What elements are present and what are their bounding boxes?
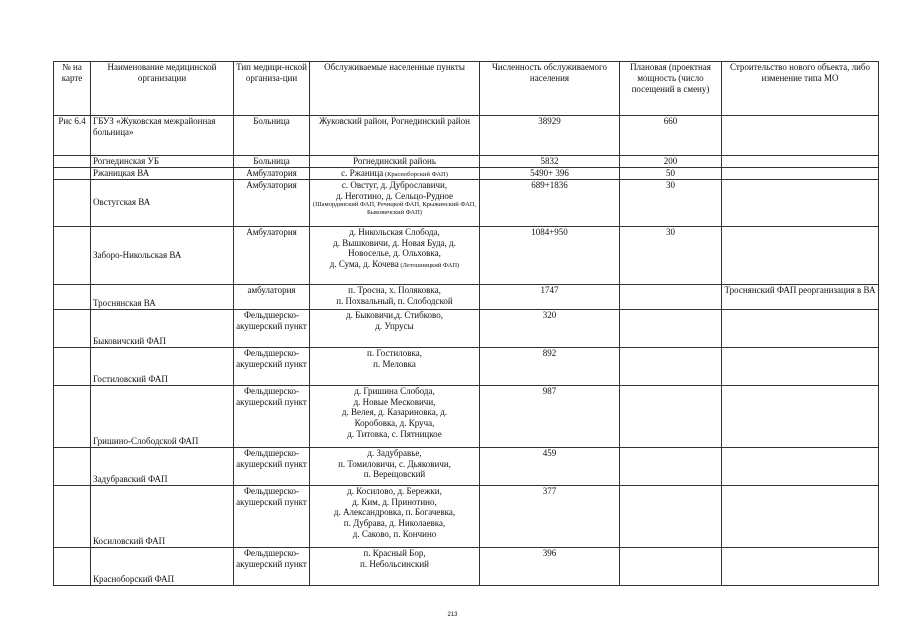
row-name: Ржаницкая ВА (91, 167, 234, 179)
row-num (54, 284, 91, 309)
row-type: Фельдшерско-акушерский пункт (234, 385, 310, 447)
row-change (722, 116, 879, 156)
place-line: д. Никольская Слобода, (349, 226, 440, 237)
table-row (54, 179, 879, 226)
row-capacity (620, 447, 722, 485)
row-population: 987 (480, 385, 620, 447)
row-type: амбулатория (234, 284, 310, 309)
row-num (54, 226, 91, 284)
header-capacity: Плановая (проектная мощность (число посещений в смену) (620, 62, 722, 116)
row-change (722, 167, 879, 179)
row-name: Овстугская ВА (91, 179, 234, 226)
place-line: п. Дубрава, д. Николаевка, (343, 518, 446, 529)
place-line: д. Упрусы (375, 320, 414, 331)
row-num (54, 447, 91, 485)
place-line: д. Косилово, д. Бережки, (347, 485, 442, 496)
place-line: д. Титовка, с. Пятницкое (347, 428, 442, 439)
row-places (310, 116, 480, 156)
row-num (54, 167, 91, 179)
row-change (722, 226, 879, 284)
row-type: Амбулатория (234, 179, 310, 226)
row-change (722, 547, 879, 585)
row-num (54, 485, 91, 547)
row-capacity: 50 (620, 167, 722, 179)
place-line: п. Небольсинский (360, 558, 429, 569)
row-change (722, 347, 879, 385)
place-line: д. Александровка, п. Богачевка, (333, 507, 456, 518)
row-capacity: 30 (620, 226, 722, 284)
row-places (310, 284, 480, 309)
place-line: п. Гостиловка, (367, 347, 422, 358)
table-row (54, 167, 879, 179)
header-name: Наименование медицинской организации (91, 62, 234, 116)
header-num: № на карте (54, 62, 91, 116)
row-population: 892 (480, 347, 620, 385)
row-capacity (620, 547, 722, 585)
row-capacity (620, 309, 722, 347)
row-name: ГБУЗ «Жуковская межрайонная больница» (91, 116, 234, 156)
table-row (54, 309, 879, 347)
place-line: д. Гришина Слобода, (354, 385, 435, 396)
place-line: д. Задубравье, (367, 447, 422, 458)
row-places (310, 547, 480, 585)
row-population: 1747 (480, 284, 620, 309)
place-line: д. Новые Месковичи, (353, 396, 436, 407)
place-line: с. Ржаница (Красноборский ФАП) (341, 167, 448, 178)
row-type: Фельдшерско-акушерский пункт (234, 309, 310, 347)
place-line: п. Красный Бор, (363, 547, 426, 558)
place-line: д. Сума, д. Кочева (Летошницкий ФАП) (329, 259, 460, 270)
table-header-row (54, 62, 879, 116)
row-change: Троснянский ФАП реорганизация в ВА (722, 284, 879, 309)
table-body (54, 116, 879, 586)
row-capacity (620, 485, 722, 547)
row-capacity: 200 (620, 156, 722, 168)
row-population: 38929 (480, 116, 620, 156)
place-note: (Летошницкий ФАП) (398, 262, 460, 270)
place-line: п. Верещовский (363, 469, 426, 480)
place-line: Жуковский район, Рогнединский район (319, 116, 470, 126)
row-places (310, 179, 480, 226)
place-line: д. Быковичи,д. Стибково, (345, 309, 443, 320)
place-line: п. Меловка (373, 358, 416, 369)
row-type: Фельдшерско-акушерский пункт (234, 547, 310, 585)
table-row (54, 547, 879, 585)
row-name: Гришино-Слободской ФАП (91, 385, 234, 447)
row-places (310, 385, 480, 447)
page-number: 213 (447, 612, 458, 618)
row-capacity (620, 347, 722, 385)
row-change (722, 385, 879, 447)
row-change (722, 156, 879, 168)
place-line: д. Неготино, д. Сельцо-Рудное (335, 190, 454, 201)
header-change: Строительство нового объекта, либо изменение типа МО (722, 62, 879, 116)
place-line: п. Тросна, х. Поляковка, (348, 284, 441, 295)
place-line: д. Велея, д. Казариновка, д. (341, 407, 448, 418)
row-capacity (620, 385, 722, 447)
row-population: 5832 (480, 156, 620, 168)
place-line: Новоселье, д. Ольховка, (348, 248, 441, 259)
health-facilities-table (53, 61, 879, 586)
row-type: Больница (234, 156, 310, 168)
place-line: п. Похвальный, п. Слободской (336, 295, 453, 306)
table-row (54, 116, 879, 156)
row-capacity: 30 (620, 179, 722, 226)
place-line: п. Томиловичи, с. Дьяковичи, (338, 458, 451, 469)
row-num (54, 385, 91, 447)
row-capacity: 660 (620, 116, 722, 156)
row-name: Косиловский ФАП (91, 485, 234, 547)
row-population: 320 (480, 309, 620, 347)
row-places (310, 226, 480, 284)
table-row (54, 156, 879, 168)
row-population: 1084+950 (480, 226, 620, 284)
row-capacity (620, 284, 722, 309)
row-places (310, 156, 480, 168)
row-type: Фельдшерско-акушерский пункт (234, 447, 310, 485)
row-type: Больница (234, 116, 310, 156)
row-num (54, 156, 91, 168)
header-type: Тип медици-нской организа-ции (234, 62, 310, 116)
row-num: Рис 6.4 (54, 116, 91, 156)
place-line: Рогнединский районь (353, 156, 436, 166)
row-population: 459 (480, 447, 620, 485)
place-line: д. Саково, п. Кончино (352, 528, 437, 539)
row-name: Троснянская ВА (91, 284, 234, 309)
place-note: (Шамординский ФАП, Речицкой ФАП, Крыжинский ФАП, Быковичский ФАП) (312, 201, 477, 217)
row-name: Заборо-Никольская ВА (91, 226, 234, 284)
row-name: Быковичский ФАП (91, 309, 234, 347)
row-type: Фельдшерско-акушерский пункт (234, 347, 310, 385)
row-population: 5490+ 396 (480, 167, 620, 179)
table-row (54, 284, 879, 309)
table-row (54, 447, 879, 485)
place-line: Коробовка, д. Круча, (354, 418, 435, 429)
row-name: Красноборский ФАП (91, 547, 234, 585)
place-line: д. Вышковичи, д. Новая Буда, д. (333, 237, 456, 248)
row-change (722, 309, 879, 347)
row-num (54, 347, 91, 385)
row-population: 377 (480, 485, 620, 547)
place-note: (Красноборский ФАП) (383, 170, 448, 178)
header-population: Численность обслуживаемого населения (480, 62, 620, 116)
row-change (722, 447, 879, 485)
row-places (310, 167, 480, 179)
row-places (310, 347, 480, 385)
row-type: Амбулатория (234, 226, 310, 284)
row-change (722, 179, 879, 226)
row-type: Амбулатория (234, 167, 310, 179)
row-num (54, 179, 91, 226)
row-places (310, 447, 480, 485)
row-change (722, 485, 879, 547)
row-places (310, 485, 480, 547)
place-line: д. Ким, д. Принотино, (352, 496, 437, 507)
header-places: Обслуживаемые населенные пункты (310, 62, 480, 116)
row-places (310, 309, 480, 347)
table-row (54, 347, 879, 385)
row-name: Гостиловский ФАП (91, 347, 234, 385)
table-row (54, 385, 879, 447)
row-population: 396 (480, 547, 620, 585)
row-num (54, 309, 91, 347)
place-line: с. Овстуг, д. Дуброславичи, (341, 179, 448, 190)
row-name: Рогнединская УБ (91, 156, 234, 168)
table-row (54, 485, 879, 547)
row-num (54, 547, 91, 585)
row-population: 689+1836 (480, 179, 620, 226)
row-type: Фельдшерско-акушерский пункт (234, 485, 310, 547)
row-name: Задубравский ФАП (91, 447, 234, 485)
table-row (54, 226, 879, 284)
